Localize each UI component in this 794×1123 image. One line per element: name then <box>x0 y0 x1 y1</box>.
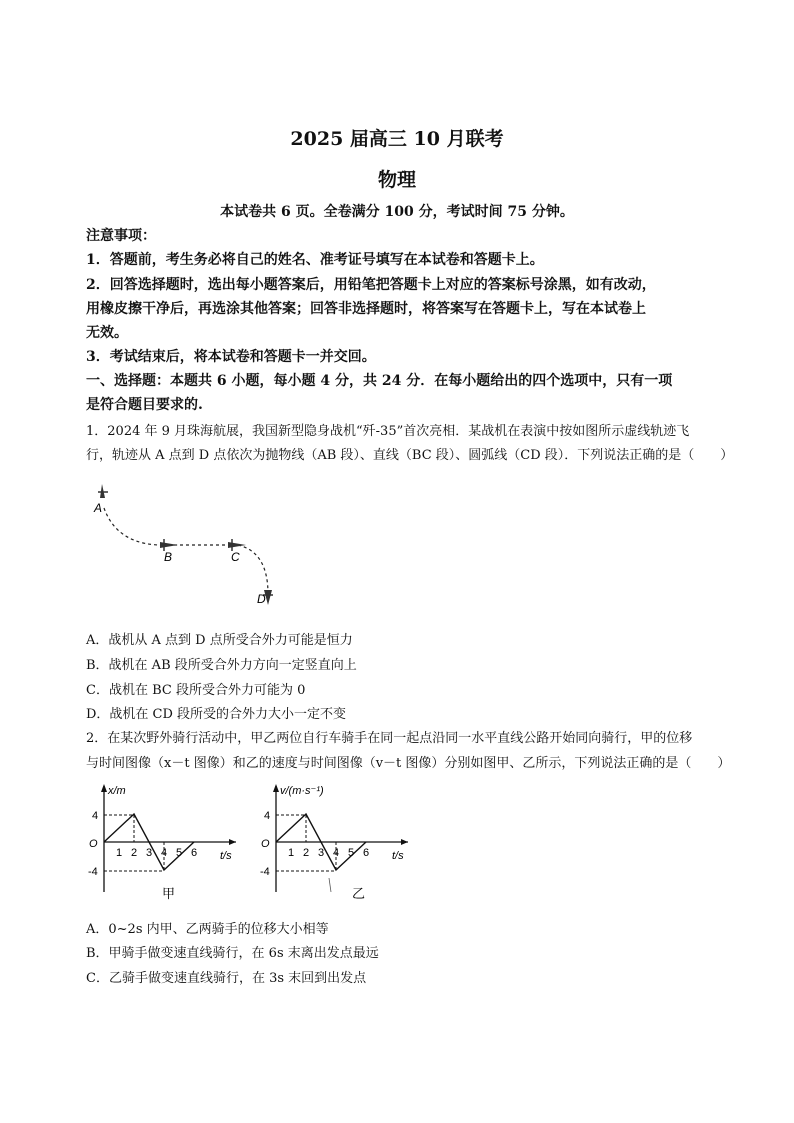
graph-yi <box>258 780 418 908</box>
q1-trajectory-figure <box>88 472 298 617</box>
notes-heading: 注意事项： <box>86 228 156 244</box>
stray-mark <box>329 878 331 892</box>
q1-option-c: C．战机在 BC 段所受合外力可能为 0 <box>86 683 306 698</box>
note-item-3: 3．考试结束后，将本试卷和答题卡一并交回。 <box>86 349 376 365</box>
x-tick-5: 5 <box>348 847 355 859</box>
graph-caption: 甲 <box>162 886 176 901</box>
x-axis-label: t/s <box>392 850 404 862</box>
graph-jia <box>86 780 246 908</box>
q2-stem-b: 与时间图像（x－t 图像）和乙的速度与时间图像（v－t 图像）分别如图甲、乙所示，下列说法正确的是（ ） <box>86 756 731 771</box>
x-tick-6: 6 <box>363 847 370 859</box>
subject-title: 物理 <box>377 169 416 191</box>
section-heading-b: 是符合题目要求的. <box>86 397 203 413</box>
q1-option-a: A．战机从 A 点到 D 点所受合外力可能是恒力 <box>86 633 353 648</box>
q1-option-b: B．战机在 AB 段所受合外力方向一定竖直向上 <box>86 658 357 673</box>
x-tick-2: 2 <box>131 847 138 859</box>
x-tick-3: 3 <box>318 847 325 859</box>
x-axis-arrow-icon <box>229 839 236 845</box>
x-tick-1: 1 <box>116 847 123 859</box>
exam-info: 本试卷共 6 页。全卷满分 100 分，考试时间 75 分钟。 <box>220 204 574 220</box>
y-tick-neg4: -4 <box>260 866 270 878</box>
q2-option-c: C．乙骑手做变速直线骑行，在 3s 末回到出发点 <box>86 971 367 986</box>
q1-stem-a: 1．2024 年 9 月珠海航展，我国新型隐身战机“歼-35”首次亮相．某战机在表演中按如图所示虚线轨迹飞 <box>86 424 690 439</box>
y-axis-arrow-icon <box>101 784 107 792</box>
origin-label: O <box>89 838 98 850</box>
q2-option-b: B．甲骑手做变速直线骑行，在 6s 末离出发点最远 <box>86 946 379 961</box>
x-tick-6: 6 <box>191 847 198 859</box>
q1-option-d: D．战机在 CD 段所受的合外力大小一定不变 <box>86 707 347 722</box>
note-item-2c: 无效。 <box>86 325 128 341</box>
y-axis-arrow-icon <box>273 784 279 792</box>
trajectory-cd <box>238 545 268 594</box>
x-tick-4: 4 <box>333 847 340 859</box>
q2-option-a: A．0~2s 内甲、乙两骑手的位移大小相等 <box>86 922 329 937</box>
origin-label: O <box>261 838 270 850</box>
label-c: C <box>231 550 240 564</box>
graph-caption: 乙 <box>352 886 366 901</box>
x-tick-4: 4 <box>161 847 168 859</box>
label-d: D <box>257 592 266 606</box>
x-tick-3: 3 <box>146 847 153 859</box>
note-item-1: 1．答题前，考生务必将自己的姓名、准考证号填写在本试卷和答题卡上。 <box>86 252 544 268</box>
y-axis-label: x/m <box>108 785 126 797</box>
section-heading-a: 一、选择题：本题共 6 小题，每小题 4 分，共 24 分．在每小题给出的四个选项中，只有一项 <box>86 373 673 389</box>
x-tick-2: 2 <box>303 847 310 859</box>
y-tick-4: 4 <box>92 810 99 822</box>
x-tick-1: 1 <box>288 847 295 859</box>
x-tick-5: 5 <box>176 847 183 859</box>
note-item-2a: 2．回答选择题时，选出每小题答案后，用铅笔把答题卡上对应的答案标号涂黑，如有改动， <box>86 277 656 293</box>
label-b: B <box>164 550 173 564</box>
q2-stem-a: 2．在某次野外骑行活动中，甲乙两位自行车骑手在同一起点沿同一水平直线公路开始同向骑行，甲的位移 <box>86 731 693 746</box>
q1-stem-b: 行，轨迹从 A 点到 D 点依次为抛物线（AB 段）、直线（BC 段）、圆弧线（CD 段）．下列说法正确的是（ ） <box>86 448 734 463</box>
exam-title: 2025 届高三 10 月联考 <box>290 128 504 150</box>
x-axis-label: t/s <box>220 850 232 862</box>
y-tick-neg4: -4 <box>88 866 98 878</box>
label-a: A <box>94 501 103 515</box>
jet-icon-a <box>98 484 108 498</box>
trajectory-ab <box>104 508 168 545</box>
y-tick-4: 4 <box>264 810 271 822</box>
y-axis-label: v/(m·s⁻¹) <box>280 785 324 797</box>
x-axis-arrow-icon <box>401 839 408 845</box>
note-item-2b: 用橡皮擦干净后，再选涂其他答案；回答非选择题时，将答案写在答题卡上，写在本试卷上 <box>86 301 646 317</box>
